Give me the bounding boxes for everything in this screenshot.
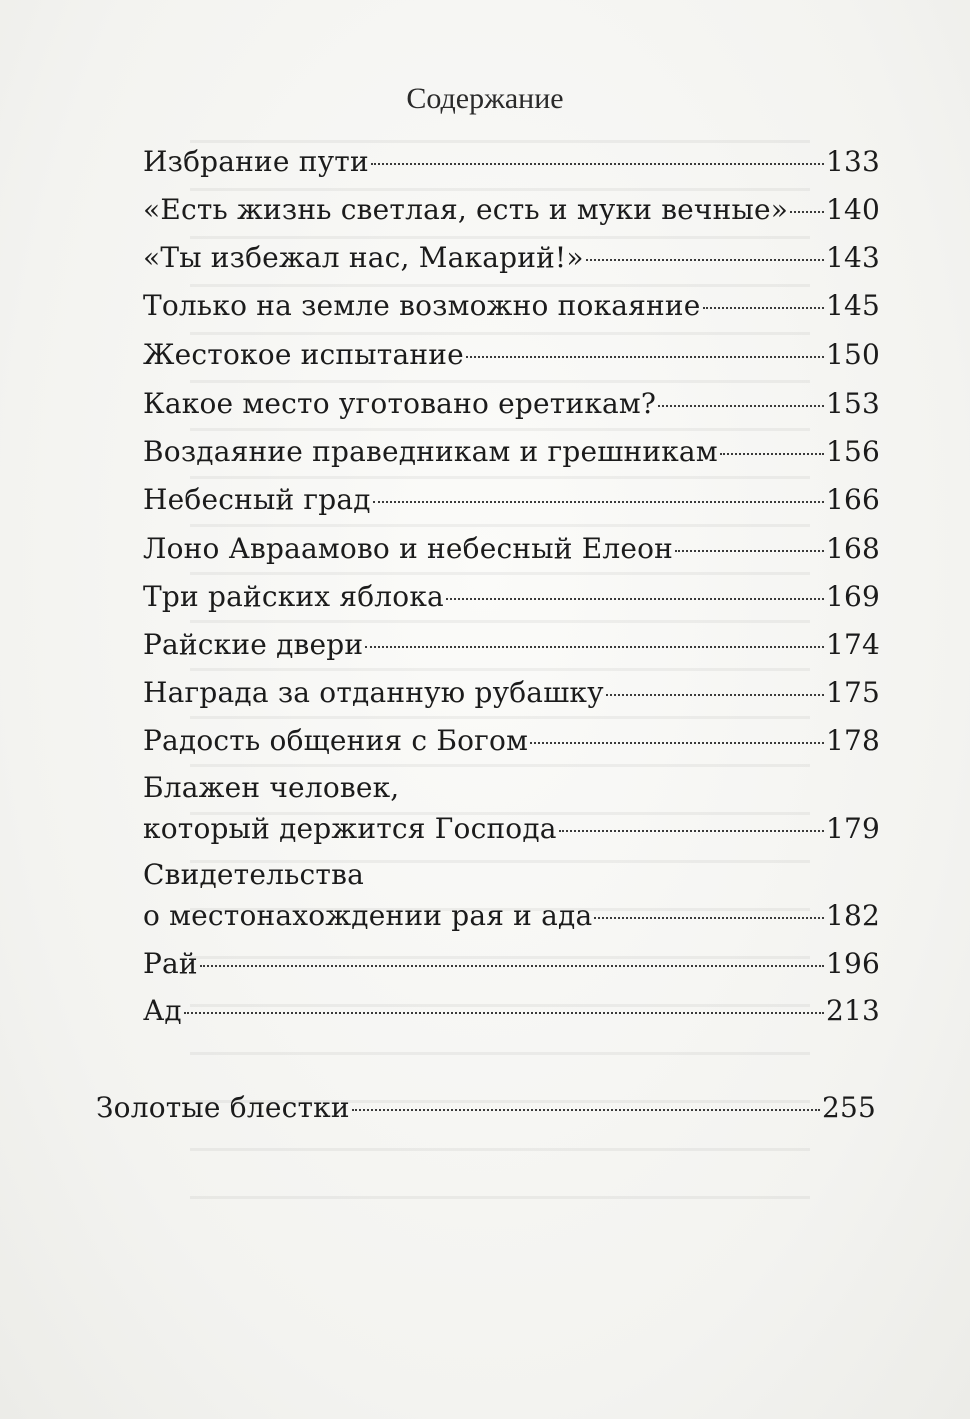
toc-entry-title: Воздаяние праведникам и грешникам: [143, 435, 718, 468]
toc-entry-title: Только на земле возможно покаяние: [143, 289, 701, 322]
toc-entry[interactable]: [143, 142, 880, 182]
toc-entry-page: 156: [825, 435, 880, 468]
dot-leader: [365, 646, 824, 648]
toc-entry-title: Три райских яблока: [143, 580, 444, 613]
toc-entry-title: Рай: [143, 947, 198, 980]
toc-section-title: Золотые блестки: [96, 1091, 350, 1124]
toc-entry-page: 143: [825, 241, 880, 274]
dot-leader: [675, 550, 824, 552]
toc-entry[interactable]: [143, 190, 880, 230]
dot-leader: [790, 211, 824, 213]
toc-entry-title: о местонахождении рая и ада: [143, 899, 593, 932]
toc-entry-page: 179: [825, 812, 880, 845]
toc-entry[interactable]: [143, 721, 880, 761]
toc-entry-title: Радость общения с Богом: [143, 724, 529, 757]
toc-entry-title: Избрание пути: [143, 145, 369, 178]
toc-entry-page: 166: [825, 483, 880, 516]
toc-entry[interactable]: [143, 238, 880, 278]
toc-entry[interactable]: [143, 991, 880, 1031]
toc-entry[interactable]: [143, 335, 880, 375]
dot-leader: [559, 830, 824, 832]
toc-entry-page: 175: [825, 676, 880, 709]
toc-entry-page: 145: [825, 289, 880, 322]
toc-entry[interactable]: [143, 286, 880, 326]
toc-entry[interactable]: [143, 529, 880, 569]
toc-entry[interactable]: [143, 944, 880, 984]
toc-entry-page: 169: [825, 580, 880, 613]
toc-entry-title: Ад: [143, 994, 182, 1027]
dot-leader: [594, 917, 824, 919]
toc-entry-title: «Ты избежал нас, Макарий!»: [143, 241, 584, 274]
toc-entry-title: Райские двери: [143, 628, 364, 661]
toc-entry[interactable]: [143, 673, 880, 713]
dot-leader: [373, 501, 824, 503]
toc-entry-title: Какое место уготовано еретикам?: [143, 387, 657, 420]
dot-leader: [703, 307, 824, 309]
toc-entry-page: 182: [825, 899, 880, 932]
dot-leader: [658, 405, 824, 407]
toc-entry-page: 178: [825, 724, 880, 757]
toc-entry-title: Награда за отданную рубашку: [143, 676, 604, 709]
toc-section-page: 255: [821, 1091, 876, 1124]
toc-entry-title-line1: Блажен человек,: [143, 771, 400, 804]
toc-entry-title: Небесный град: [143, 483, 371, 516]
toc-entry-page: 140: [825, 193, 880, 226]
dot-leader: [200, 965, 824, 967]
dot-leader: [184, 1012, 824, 1014]
toc-entry[interactable]: [143, 577, 880, 617]
toc-entry-page: 150: [825, 338, 880, 371]
dot-leader: [371, 163, 824, 165]
toc-entry[interactable]: [143, 480, 880, 520]
toc-entry-page: 196: [825, 947, 880, 980]
dot-leader: [446, 598, 824, 600]
dot-leader: [606, 694, 824, 696]
toc-entry-page: 153: [825, 387, 880, 420]
dot-leader: [466, 356, 824, 358]
dot-leader: [352, 1109, 820, 1111]
running-head: Содержание: [406, 82, 564, 115]
toc-entry[interactable]: [143, 896, 880, 936]
toc-entry-title: который держится Господа: [143, 812, 557, 845]
toc-entry-title: Жестокое испытание: [143, 338, 464, 371]
dot-leader: [586, 259, 824, 261]
toc-entry[interactable]: [143, 625, 880, 665]
toc-entry-page: 174: [825, 628, 880, 661]
dot-leader: [720, 453, 824, 455]
toc-entry-title: Лоно Авраамово и небесный Елеон: [143, 532, 674, 565]
toc-section-entry[interactable]: [96, 1088, 876, 1128]
toc-entry[interactable]: [143, 432, 880, 472]
toc-entry[interactable]: [143, 809, 880, 849]
toc-entry-title: «Есть жизнь светлая, есть и муки вечные»: [143, 193, 789, 226]
toc-entry-title-line1: Свидетельства: [143, 858, 364, 891]
toc-entry-page: 168: [825, 532, 880, 565]
toc-entry-page: 133: [825, 145, 880, 178]
dot-leader: [530, 742, 824, 744]
toc-entry[interactable]: [143, 384, 880, 424]
toc-entry-page: 213: [825, 994, 880, 1027]
